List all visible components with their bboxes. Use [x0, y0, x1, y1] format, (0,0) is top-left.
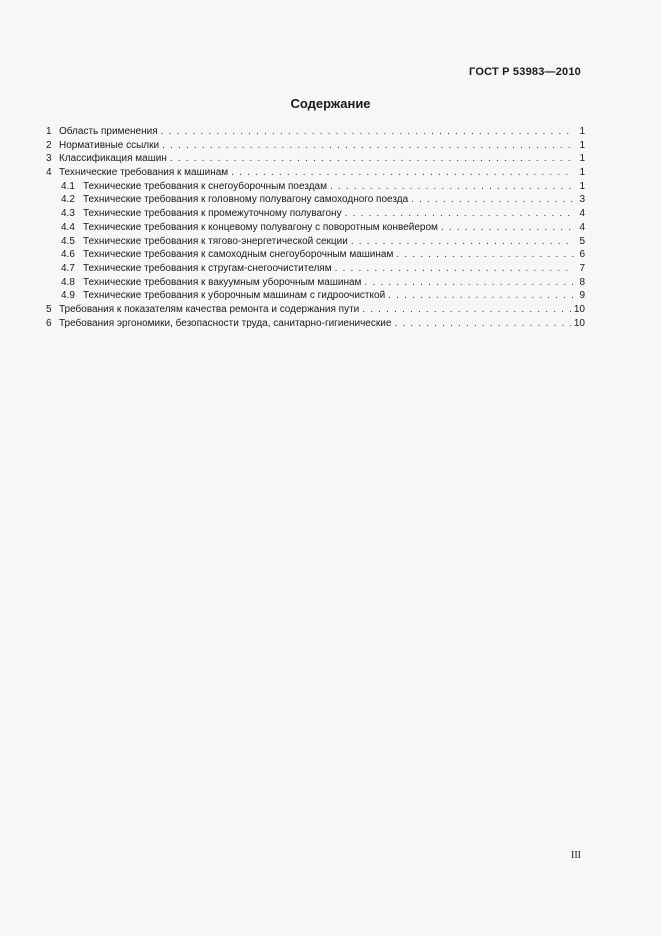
toc-entry-2[interactable]: [46, 139, 585, 153]
dot-leader: [351, 235, 574, 249]
dot-leader: [396, 248, 574, 262]
toc-entry-4-2[interactable]: [46, 193, 585, 207]
toc-entry-title: Технические требования к самоходным снегоуборочным машинам: [83, 249, 394, 261]
toc-title: Содержание: [290, 96, 371, 111]
toc-entry-title: Технические требования к уборочным машинам с гидроочисткой: [83, 290, 386, 302]
toc-entry-number: 4.5: [61, 235, 75, 247]
toc-entry-number: 4.8: [61, 276, 75, 288]
dot-leader: [345, 207, 574, 221]
toc-entry-number: 6: [46, 317, 52, 329]
table-of-contents: [46, 125, 585, 330]
toc-entry-number: 4.4: [61, 221, 75, 233]
dot-leader: [364, 276, 574, 290]
toc-entry-number: 4.6: [61, 249, 75, 261]
toc-entry-page: 6: [579, 249, 585, 261]
toc-entry-title: Технические требования к промежуточному полувагону: [83, 208, 342, 220]
toc-entry-page: 1: [579, 139, 585, 151]
toc-entry-6[interactable]: [46, 317, 585, 331]
toc-entry-5[interactable]: [46, 303, 585, 317]
dot-leader: [394, 317, 570, 331]
toc-entry-title: Технические требования к тягово-энергетической секции: [83, 235, 348, 247]
toc-entry-number: 4.9: [61, 290, 75, 302]
toc-entry-4-1[interactable]: [46, 180, 585, 194]
toc-entry-title: Технические требования к вакуумным уборочным машинам: [83, 276, 362, 288]
page-number: III: [571, 850, 581, 861]
toc-entry-page: 1: [579, 167, 585, 179]
toc-entry-title: Технические требования к машинам: [59, 167, 229, 179]
toc-entry-3[interactable]: [46, 152, 585, 166]
toc-entry-number: 4.2: [61, 194, 75, 206]
toc-entry-number: 2: [46, 139, 52, 151]
toc-entry-title: Требования к показателям качества ремонта и содержания пути: [59, 303, 360, 315]
toc-entry-page: 1: [579, 126, 585, 137]
dot-leader: [362, 303, 571, 317]
toc-entry-page: 9: [579, 290, 585, 302]
toc-entry-page: 10: [573, 317, 585, 329]
dot-leader: [161, 125, 574, 139]
toc-entry-4-3[interactable]: [46, 207, 585, 221]
toc-entry-title: Область применения: [59, 126, 158, 137]
toc-entry-title: Технические требования к стругам-снегоочистителям: [83, 262, 332, 274]
toc-entry-1[interactable]: [46, 125, 585, 139]
toc-entry-number: 4: [46, 167, 52, 179]
toc-entry-title: Требования эргономики, безопасности труда, санитарно-гигиенические: [59, 317, 392, 329]
dot-leader: [330, 180, 574, 194]
toc-entry-title: Классификация машин: [59, 153, 167, 165]
toc-entry-page: 4: [579, 221, 585, 233]
toc-entry-4-5[interactable]: [46, 235, 585, 249]
toc-entry-number: 1: [46, 126, 52, 137]
toc-entry-4-7[interactable]: [46, 262, 585, 276]
toc-entry-page: 10: [573, 303, 585, 315]
toc-entry-page: 4: [579, 208, 585, 220]
toc-entry-4[interactable]: [46, 166, 585, 180]
dot-leader: [388, 289, 574, 303]
toc-entry-number: 3: [46, 153, 52, 165]
standard-designation: ГОСТ Р 53983—2010: [469, 66, 581, 78]
toc-entry-page: 7: [579, 262, 585, 274]
toc-entry-4-8[interactable]: [46, 276, 585, 290]
toc-entry-4-4[interactable]: [46, 221, 585, 235]
dot-leader: [162, 139, 574, 153]
toc-entry-number: 4.7: [61, 262, 75, 274]
toc-entry-page: 5: [579, 235, 585, 247]
toc-entry-4-9[interactable]: [46, 289, 585, 303]
toc-entry-number: 4.3: [61, 208, 75, 220]
toc-entry-title: Технические требования к головному полувагону самоходного поезда: [83, 194, 409, 206]
dot-leader: [441, 221, 574, 235]
dot-leader: [231, 166, 574, 180]
toc-entry-4-6[interactable]: [46, 248, 585, 262]
toc-entry-page: 1: [579, 180, 585, 192]
dot-leader: [411, 193, 574, 207]
toc-entry-page: 8: [579, 276, 585, 288]
toc-entry-title: Технические требования к снегоуборочным поездам: [83, 180, 327, 192]
toc-entry-title: Нормативные ссылки: [59, 139, 160, 151]
toc-entry-number: 5: [46, 303, 52, 315]
dot-leader: [170, 152, 574, 166]
toc-entry-page: 1: [579, 153, 585, 165]
toc-entry-page: 3: [579, 194, 585, 206]
toc-entry-number: 4.1: [61, 180, 75, 192]
dot-leader: [335, 262, 574, 276]
toc-entry-title: Технические требования к концевому полувагону с поворотным конвейером: [83, 221, 438, 233]
